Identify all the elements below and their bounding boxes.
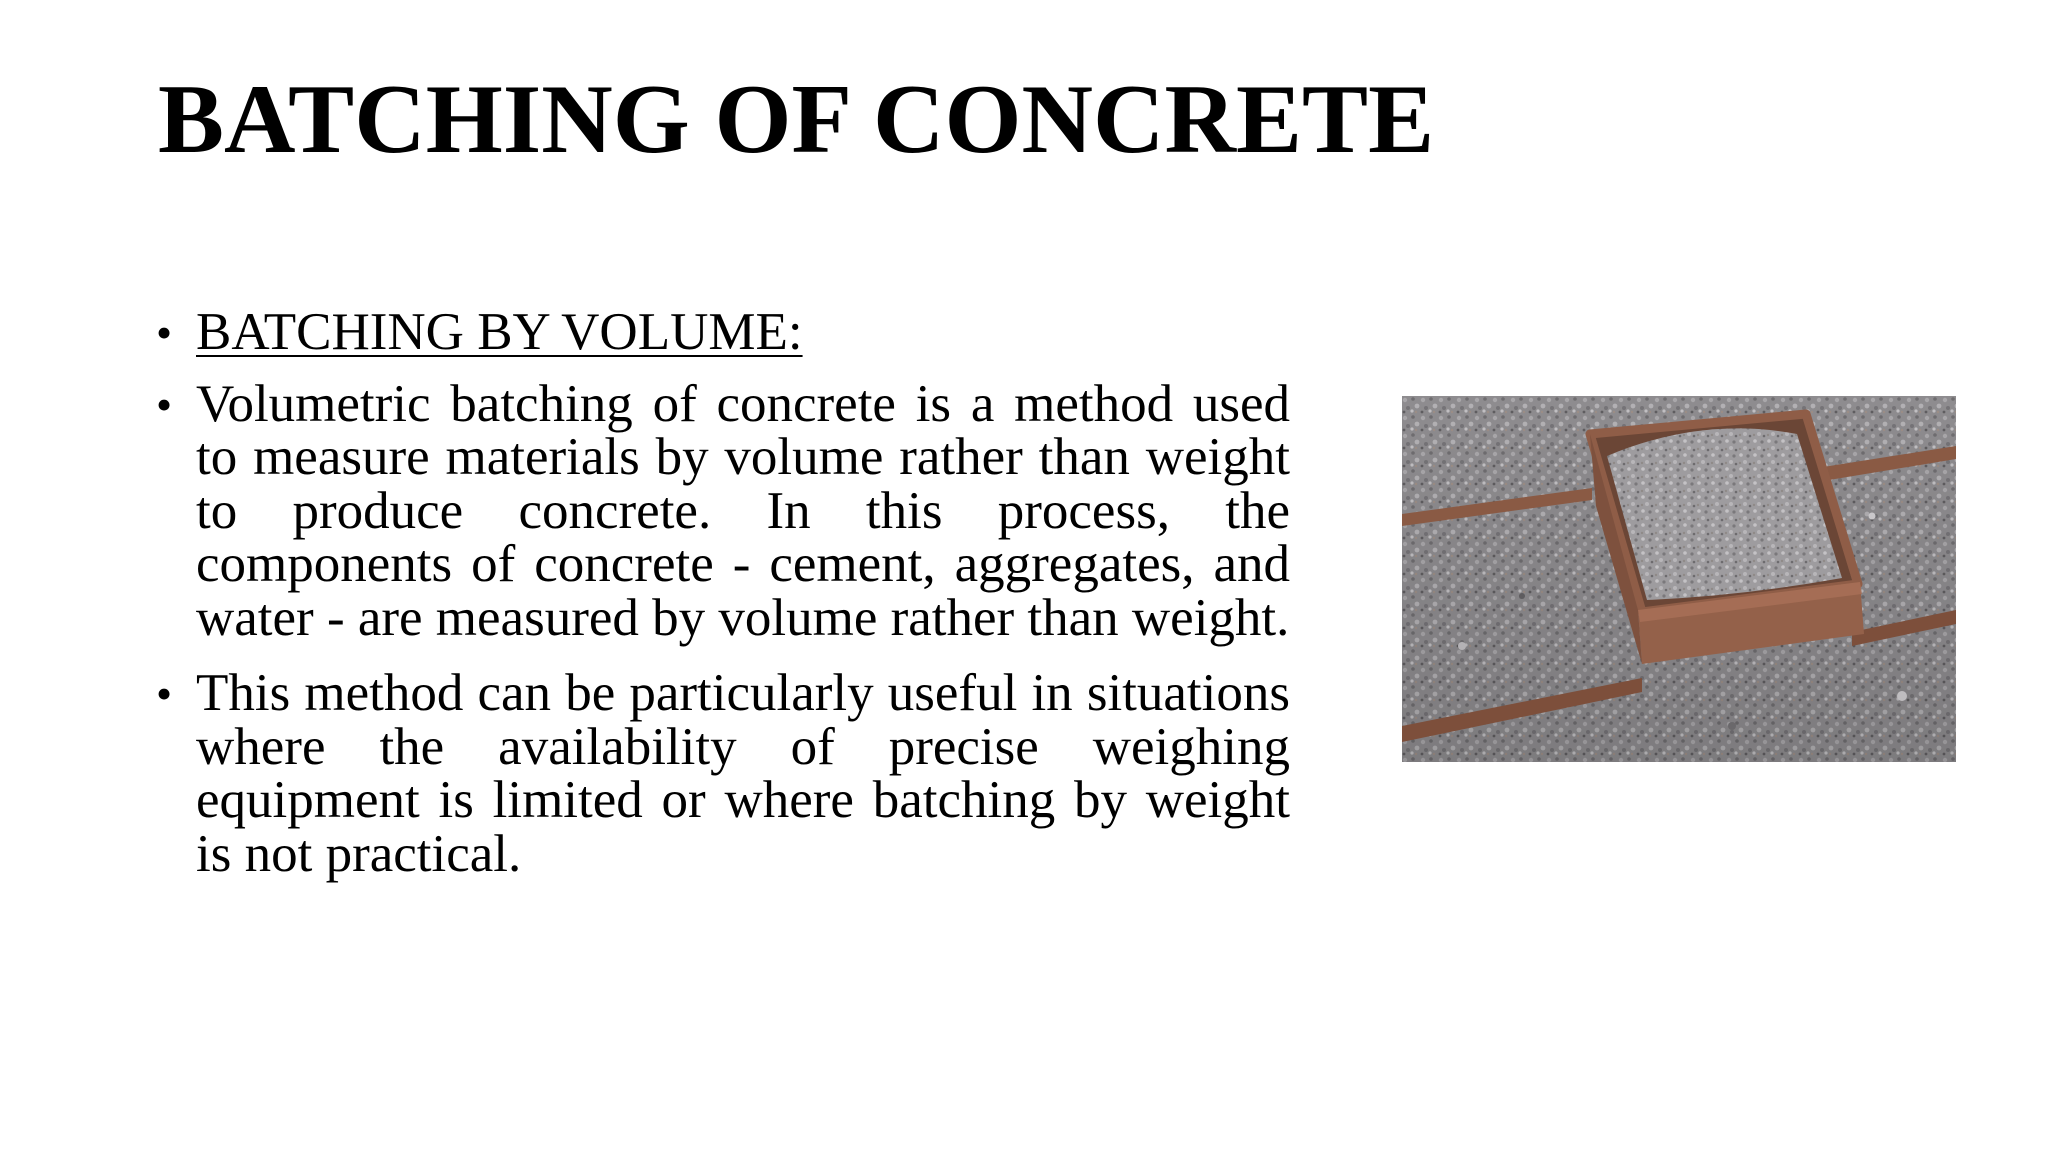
bullet-glyph: • [156, 668, 173, 719]
bullet-glyph: • [156, 307, 173, 358]
gauge-box-aggregate-photo [1402, 396, 1956, 762]
bullet-heading-text: BATCHING BY VOLUME: [196, 303, 803, 361]
bullet-list [150, 303, 1290, 903]
bullet-definition-text: Volumetric batching of concrete is a method used to measure materials by volume rather than weight to produce concrete. In this process, the components of concrete - cement, aggregates, and water - are measured by volume rather than weight. [196, 374, 1290, 647]
bullet-item-usefulness [150, 664, 1290, 883]
bullet-item-heading [150, 303, 1290, 361]
bullet-glyph: • [156, 378, 173, 430]
slide-title: BATCHING OF CONCRETE [158, 65, 1435, 174]
bullet-item-definition [150, 374, 1290, 647]
bullet-usefulness-text: This method can be particularly useful in situations where the availability of precise weighing equipment is limited or where batching by weight is not practical. [196, 664, 1290, 883]
